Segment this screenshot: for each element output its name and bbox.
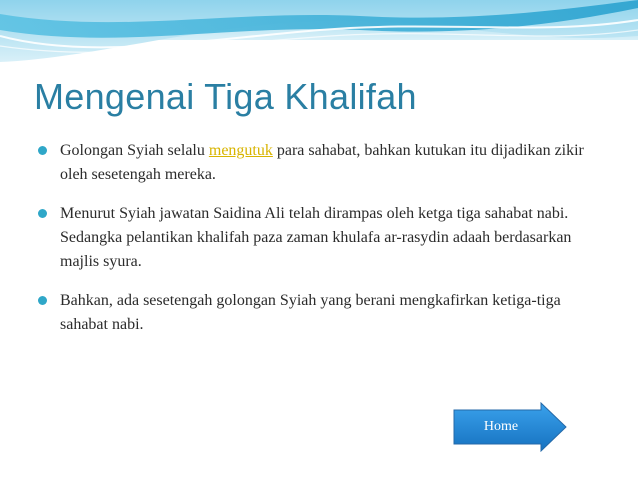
- bullet-text-start: Golongan Syiah selalu: [60, 142, 209, 159]
- bullet-text-end: para sahabat, bahkan kutukan itu dijadikan zikir oleh sesetengah mereka.: [60, 142, 584, 183]
- bullet-text: Menurut Syiah jawatan Saidina Ali telah dirampas oleh ketga tiga sahabat nabi. Sedangka pelantikan khalifah paza zaman khulafa ar-rasydin adaah berdasarkan majlis syura.: [60, 205, 572, 270]
- bullet-list: [36, 139, 596, 352]
- home-button[interactable]: [453, 402, 568, 452]
- bullet-item: [36, 139, 596, 187]
- bullet-dot-icon: [38, 296, 47, 305]
- mengutuk-link[interactable]: mengutuk: [208, 142, 273, 159]
- home-button-label: Home: [483, 419, 519, 434]
- bullet-dot-icon: [38, 209, 47, 218]
- bullet-text: Bahkan, ada sesetengah golongan Syiah yang berani mengkafirkan ketiga-tiga sahabat nabi.: [60, 292, 561, 333]
- bullet-dot-icon: [38, 146, 47, 155]
- bullet-item: [36, 289, 596, 337]
- header-wave-decoration: [0, 0, 638, 70]
- slide-title: Mengenai Tiga Khalifah: [34, 76, 417, 117]
- bullet-item: [36, 202, 596, 274]
